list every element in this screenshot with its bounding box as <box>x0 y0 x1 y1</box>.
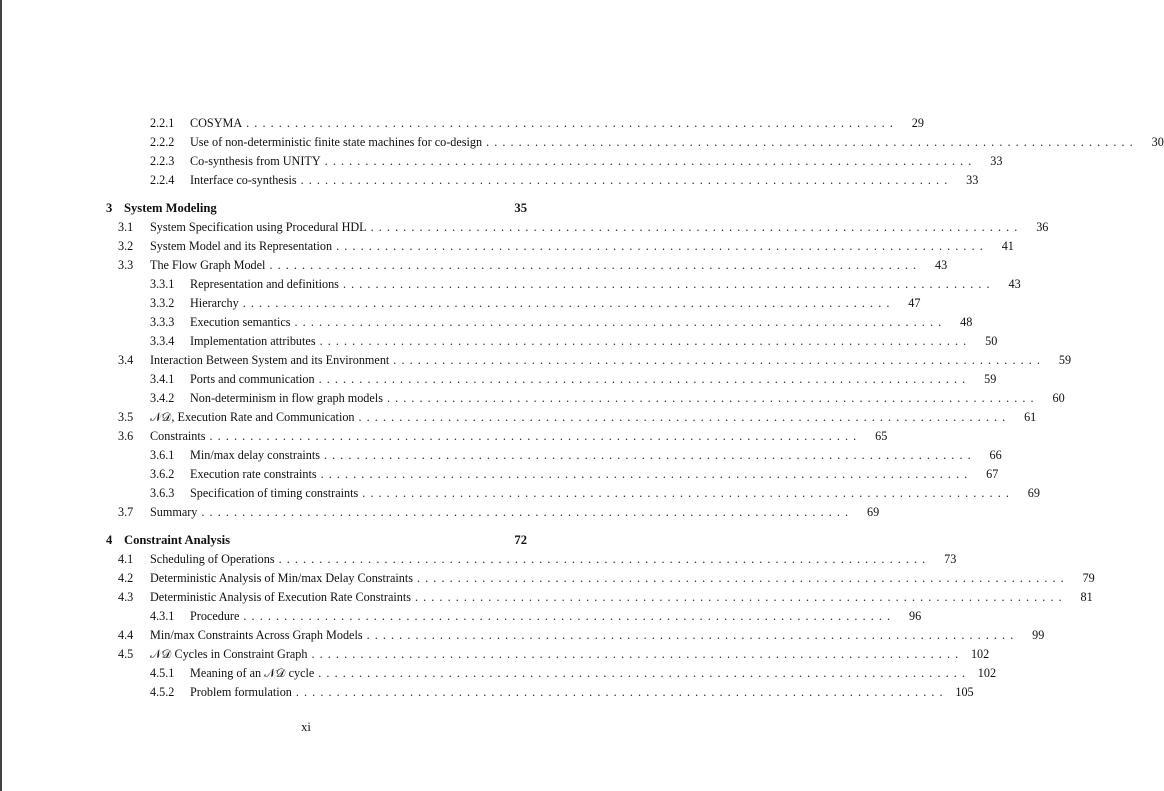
toc-entry[interactable] <box>100 275 1021 294</box>
toc-entry-page: 72 <box>514 533 527 547</box>
toc-entry-number: 3.3.3 <box>150 315 175 329</box>
dot-leader: ................................................................................ <box>318 666 971 680</box>
toc-entry[interactable] <box>100 237 1014 256</box>
toc-entry-number: 4.1 <box>118 552 134 566</box>
dot-leader: ................................................................................ <box>319 334 972 348</box>
toc-entry-page: 79 <box>1082 571 1095 585</box>
toc-entry-page: 47 <box>908 296 921 310</box>
toc-chapter-entry[interactable] <box>100 199 527 218</box>
toc-entry-title: Deterministic Analysis of Min/max Delay Constraints <box>150 571 414 585</box>
toc-entry-number: 2.2.3 <box>150 154 175 168</box>
toc-entry-title: Interface co-synthesis <box>190 173 297 187</box>
toc-entry-number: 3.5 <box>118 410 134 424</box>
toc-entry[interactable] <box>100 152 1003 171</box>
toc-entry-number: 4.5.2 <box>150 685 175 699</box>
toc-entry-title: Problem formulation <box>190 685 292 699</box>
toc-entry-title: 𝒩𝒟 Cycles in Constraint Graph <box>150 647 308 661</box>
toc-entry[interactable] <box>100 389 1065 408</box>
toc-entry[interactable] <box>100 294 921 313</box>
dot-leader: ................................................................................ <box>269 258 922 272</box>
dot-leader: ................................................................................ <box>209 429 862 443</box>
toc-entry-title: Constraints <box>150 429 206 443</box>
toc-entry-page: 60 <box>1052 391 1065 405</box>
toc-entry-title: Min/max Constraints Across Graph Models <box>150 628 363 642</box>
toc-entry-title: Implementation attributes <box>190 334 316 348</box>
table-of-contents <box>100 114 1164 702</box>
dot-leader: ................................................................................ <box>318 372 971 386</box>
toc-entry[interactable] <box>100 645 990 664</box>
dot-leader: ................................................................................ <box>324 154 977 168</box>
toc-entry-number: 4.5.1 <box>150 666 175 680</box>
toc-entry-title: Min/max delay constraints <box>190 448 320 462</box>
toc-entry-page: 81 <box>1080 590 1093 604</box>
toc-entry-number: 3.7 <box>118 505 134 519</box>
toc-entry-page: 67 <box>986 467 999 481</box>
toc-entry[interactable] <box>100 171 979 190</box>
toc-entry-page: 33 <box>990 154 1003 168</box>
dot-leader: ................................................................................ <box>295 685 948 699</box>
toc-entry-number: 4.5 <box>118 647 134 661</box>
toc-entry-title: Procedure <box>190 609 240 623</box>
toc-entry-number: 3.6.3 <box>150 486 175 500</box>
toc-entry-title: Meaning of an 𝒩𝒟 cycle <box>190 666 315 680</box>
toc-entry-title: Execution rate constraints <box>190 467 317 481</box>
toc-entry-title: 𝒩𝒟, Execution Rate and Communication <box>150 410 355 424</box>
toc-entry-title: The Flow Graph Model <box>150 258 266 272</box>
toc-entry-title: Co-synthesis from UNITY <box>190 154 321 168</box>
toc-entry-page: 105 <box>955 685 974 699</box>
toc-entry-page: 36 <box>1036 220 1049 234</box>
toc-entry[interactable] <box>100 427 888 446</box>
toc-entry[interactable] <box>100 550 957 569</box>
toc-entry-title: Representation and definitions <box>190 277 339 291</box>
toc-entry-number: 3.6.1 <box>150 448 175 462</box>
toc-entry-title: Specification of timing constraints <box>190 486 359 500</box>
toc-entry-page: 50 <box>985 334 998 348</box>
toc-entry-title: Scheduling of Operations <box>150 552 275 566</box>
toc-entry-number: 4.3.1 <box>150 609 175 623</box>
toc-entry-title: Execution semantics <box>190 315 291 329</box>
toc-entry-page: 43 <box>935 258 948 272</box>
dot-leader: ................................................................................ <box>323 448 976 462</box>
toc-entry-title: Hierarchy <box>190 296 239 310</box>
dot-leader: ................................................................................ <box>417 571 1069 585</box>
toc-entry[interactable] <box>100 332 998 351</box>
toc-entry-title: System Specification using Procedural HDL <box>150 220 367 234</box>
dot-leader: ................................................................................ <box>320 467 973 481</box>
toc-entry-number: 3.2 <box>118 239 134 253</box>
dot-leader: ................................................................................ <box>242 296 895 310</box>
toc-entry-page: 48 <box>960 315 973 329</box>
toc-entry[interactable] <box>100 607 922 626</box>
toc-entry[interactable] <box>100 351 1072 370</box>
toc-chapter-entry[interactable] <box>100 531 527 550</box>
toc-entry-number: 3.3.4 <box>150 334 175 348</box>
toc-entry-number: 2.2.1 <box>150 116 175 130</box>
toc-entry-title: Interaction Between System and its Environment <box>150 353 390 367</box>
toc-entry-page: 99 <box>1032 628 1045 642</box>
toc-entry-page: 96 <box>908 609 922 623</box>
toc-entry-number: 3.3.2 <box>150 296 175 310</box>
toc-entry-page: 102 <box>977 666 997 680</box>
toc-entry-number: 3.4.2 <box>150 391 175 405</box>
toc-entry[interactable] <box>100 370 997 389</box>
toc-entry-title: System Model and its Representation <box>150 239 333 253</box>
dot-leader: ................................................................................ <box>336 239 988 253</box>
toc-entry-number: 3.6.2 <box>150 467 175 481</box>
toc-entry-page: 69 <box>1027 486 1040 500</box>
toc-entry-title: COSYMA <box>190 116 243 130</box>
toc-entry-page: 29 <box>911 116 924 130</box>
dot-leader: ................................................................................ <box>358 410 1011 424</box>
toc-entry-number: 3.3.1 <box>150 277 175 291</box>
toc-entry[interactable] <box>100 569 1095 588</box>
toc-entry-number: 2.2.2 <box>150 135 175 149</box>
toc-entry-page: 43 <box>1008 277 1021 291</box>
toc-entry-number: 3.1 <box>118 220 134 234</box>
toc-entry[interactable] <box>100 683 974 702</box>
toc-entry-title: Deterministic Analysis of Execution Rate Constraints <box>150 590 411 604</box>
toc-entry-page: 102 <box>970 647 990 661</box>
toc-entry-title: Use of non-deterministic finite state machines for co-design <box>190 135 483 149</box>
page-number: xi <box>301 720 311 734</box>
dot-leader: ................................................................................ <box>311 647 964 661</box>
toc-entry-page: 41 <box>1001 239 1014 253</box>
toc-entry-title: Non-determinism in flow graph models <box>190 391 383 405</box>
toc-entry-page: 30 <box>1151 135 1164 149</box>
toc-entry[interactable] <box>100 465 999 484</box>
toc-entry-page: 59 <box>984 372 997 386</box>
dot-leader: ................................................................................ <box>486 135 1138 149</box>
toc-entry[interactable] <box>100 313 973 332</box>
dot-leader: ................................................................................ <box>366 628 1019 642</box>
toc-entry-number: 3.4.1 <box>150 372 175 386</box>
toc-entry-title: Constraint Analysis <box>124 533 231 547</box>
toc-entry-number: 2.2.4 <box>150 173 175 187</box>
dot-leader: ................................................................................ <box>278 552 931 566</box>
toc-entry[interactable] <box>100 588 1093 607</box>
toc-entry-page: 73 <box>944 552 957 566</box>
dot-leader: ................................................................................ <box>201 505 854 519</box>
toc-entry-number: 3 <box>106 201 113 215</box>
dot-leader: ................................................................................ <box>246 116 898 130</box>
toc-entry-page: 35 <box>514 201 527 215</box>
toc-entry[interactable] <box>100 484 1040 503</box>
toc-entry-page: 61 <box>1024 410 1037 424</box>
toc-entry-title: System Modeling <box>124 201 217 215</box>
toc-entry-number: 3.3 <box>118 258 134 272</box>
toc-entry[interactable] <box>100 408 1037 427</box>
toc-entry[interactable] <box>100 114 924 133</box>
toc-entry-number: 3.6 <box>118 429 134 443</box>
toc-entry[interactable] <box>100 626 1045 645</box>
dot-leader: ................................................................................ <box>294 315 947 329</box>
dot-leader: ................................................................................ <box>342 277 995 291</box>
toc-entry-number: 4.3 <box>118 590 134 604</box>
toc-entry[interactable] <box>100 218 1049 237</box>
dot-leader: ................................................................................ <box>370 220 1023 234</box>
dot-leader: ................................................................................ <box>386 391 1039 405</box>
toc-entry-page: 33 <box>966 173 979 187</box>
toc-entry-page: 66 <box>989 448 1002 462</box>
toc-entry[interactable] <box>100 503 880 522</box>
toc-entry-number: 4.4 <box>118 628 134 642</box>
dot-leader: ................................................................................ <box>243 609 896 623</box>
toc-entry-number: 4.2 <box>118 571 134 585</box>
toc-entry-page: 69 <box>866 505 880 519</box>
toc-entry[interactable] <box>100 133 1164 152</box>
toc-entry-number: 3.4 <box>118 353 134 367</box>
toc-entry-page: 65 <box>875 429 888 443</box>
toc-entry[interactable] <box>100 664 997 683</box>
toc-entry-title: Ports and communication <box>190 372 315 386</box>
toc-entry-page: 59 <box>1058 353 1072 367</box>
page-edge <box>0 0 2 791</box>
dot-leader: ................................................................................ <box>393 353 1046 367</box>
dot-leader: ................................................................................ <box>362 486 1014 500</box>
dot-leader: ................................................................................ <box>414 590 1067 604</box>
toc-entry[interactable] <box>100 446 1002 465</box>
toc-entry-number: 4 <box>106 533 113 547</box>
toc-entry-title: Summary <box>150 505 198 519</box>
dot-leader: ................................................................................ <box>300 173 953 187</box>
toc-entry[interactable] <box>100 256 948 275</box>
